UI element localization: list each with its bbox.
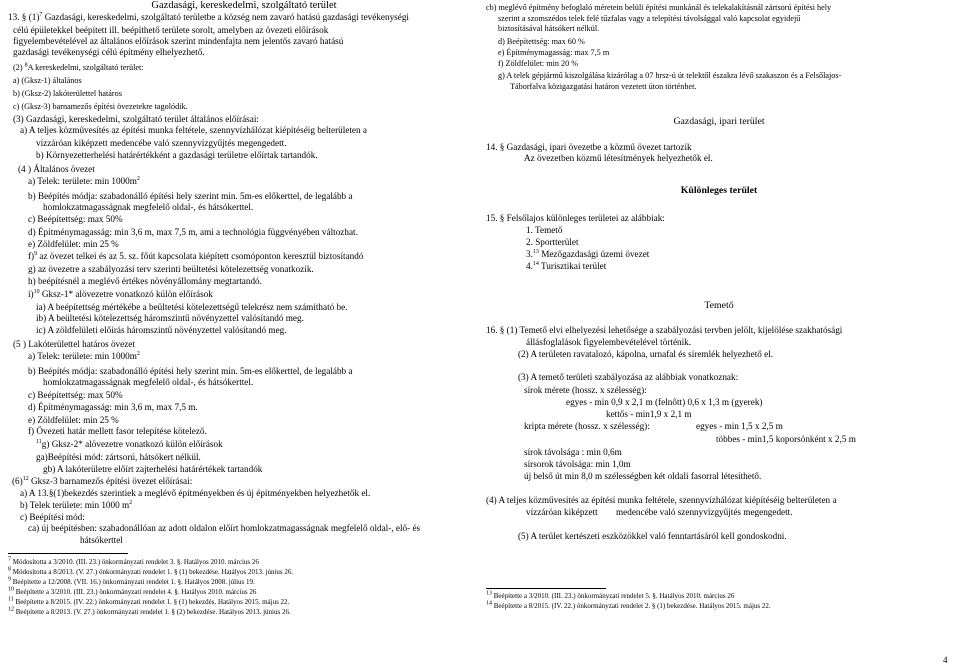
line-text: vízzáróan kiképzett medencébe való szennyvízgyűjtés megengedett.: [36, 138, 287, 148]
list-item: [526, 225, 562, 236]
body-line: [28, 402, 198, 413]
body-line: [13, 36, 343, 47]
body-line: vízzáróan kiképzett: [526, 507, 598, 517]
footnote-marker: 2: [136, 175, 140, 182]
footnote-marker: 12: [8, 606, 14, 613]
footnote-marker: 7: [39, 11, 43, 18]
footnote-marker: 9: [34, 250, 38, 257]
body-line: állásfoglalások figyelembevételével történik.: [526, 337, 692, 347]
footnote-rule: [486, 588, 606, 589]
item-number: 3.: [526, 249, 533, 259]
body-line: [20, 125, 367, 136]
line-text: A kereskedelmi, szolgáltató terület:: [27, 63, 144, 72]
body-line: [13, 88, 122, 99]
special-area-heading: Különleges terület: [680, 185, 758, 196]
footnote-text: Beépítette a 12/2008. (VII. 16.) önkormányzati rendelet 1. §. Hatályos 2008. július 19.: [11, 578, 255, 586]
footnote-marker: 7: [8, 556, 11, 563]
item-number: 1. Temető: [526, 225, 563, 235]
footnote-marker: 2: [129, 499, 133, 506]
line-text: ca) új beépítésben: szabadonállóan az adott oldalon előírt homlokzatmagasságnak megfelelő oldal-, elő- és: [28, 523, 421, 533]
body-line: [43, 377, 253, 388]
line-text: (4 ) Általános övezet: [18, 164, 95, 174]
line-text: ib) A beültetési kötelezettség háromszintű növényzettel valósítandó meg.: [36, 313, 304, 323]
line-text: a) Telek: területe: min 1000m: [28, 351, 137, 361]
body-line: szerint a szomszédos telek felé tűzfalas vagy a telepítési távolsággal való kapcsolat egyidejű: [498, 14, 801, 23]
body-line: [12, 476, 192, 487]
line-text: az övezet telkei és az 5. sz. főút kapcsolata kiépített csomóponton keresztül biztosítandó: [37, 251, 364, 261]
line-text: f) Övezeti határ mellett fasor telepítése kötelező.: [28, 426, 207, 436]
footnote-text: Módosította a 3/2010. (III. 23.) önkormányzati rendelet 3. §. Hatályos 2010. március 26: [11, 558, 259, 566]
line-text: ic) A zöldfelületi előírás háromszintű növényzettel valósítandó meg.: [36, 325, 287, 335]
body-line: [28, 191, 353, 202]
line-text: Gksz-1* alövezetre vonatkozó külön előírások: [39, 289, 213, 299]
body-line: (2) A területen ravatalozó, kápolna, urnafal és síremlék helyezhető el.: [518, 349, 774, 359]
running-header: Gazdasági, kereskedelmi, szolgáltató terület: [151, 0, 337, 11]
footnote-marker: 12: [22, 475, 29, 482]
body-line: [13, 25, 328, 36]
line-text: homlokzatmagasságnak megfelelő oldal-, és hátsókerttel.: [43, 202, 254, 212]
footnote-marker: 13: [486, 590, 492, 597]
footnote-text: Beépítette a 3/2010. (III. 23.) önkormányzati rendelet 5. §. Hatályos 2010. március 26: [492, 592, 735, 600]
body-line: [28, 390, 123, 401]
body-line: [13, 75, 82, 86]
body-line: [43, 202, 253, 213]
body-line: [28, 251, 363, 262]
body-line: [13, 114, 259, 125]
body-line: [43, 464, 262, 475]
list-item: [526, 261, 606, 272]
line-text: ia) A beépítettség mértékébe a beültetési kötelezettségű telekrész nem számítható be.: [36, 302, 348, 312]
body-line: [13, 62, 144, 73]
body-line: új belső út min 8,0 m szélességben két oldali fasorral létesíthető.: [524, 471, 762, 481]
item-number: 4.: [526, 261, 533, 271]
body-line: [28, 276, 262, 287]
body-line: Táborfalva közigazgatási határon vezetett úton történhet.: [510, 82, 697, 91]
body-line: [28, 415, 119, 426]
line-prefix: (2): [13, 63, 25, 72]
body-line: [36, 325, 287, 336]
body-line: [13, 47, 205, 58]
line-text: a) (Gksz-1) általános: [13, 76, 82, 85]
line-text: e) Zöldfelület: min 25 %: [28, 239, 119, 249]
footnote-text: Beépítette a 8/2015. (IV. 22.) önkormányzati rendelet 1. § (1) bekezdés. Hatályos 2015. május 22.: [13, 598, 290, 606]
body-line: [28, 523, 420, 534]
body-line: [36, 138, 287, 149]
body-line: egyes - min 0,9 x 2,1 m (felnőtt) 0,6 x 1,3 m (gyerek): [566, 397, 763, 407]
footnote-marker: 9: [8, 576, 11, 583]
item-label: Mezőgazdasági üzemi övezet: [538, 249, 650, 259]
line-text: (3) Gazdasági, kereskedelmi, szolgáltató terület általános előírásai:: [13, 114, 259, 124]
body-line: [20, 512, 85, 523]
footnote-marker: 10: [8, 586, 14, 593]
line-text: homlokzatmagasságnak megfelelő oldal-, és hátsókerttel.: [43, 377, 254, 387]
line-text: b) Beépítés módja: szabadonálló építési hely szerint min. 5m-es előkerttel, de legalább a: [28, 366, 353, 376]
body-line: [28, 176, 140, 187]
body-line: [20, 488, 370, 499]
line-text: c) Beépítettség: max 50%: [28, 214, 123, 224]
body-line: g) A telek gépjármű kiszolgálása kizárólag a 07 hrsz-ú út telektől északra lévő szakaszon és a Felsőlajos-: [498, 71, 842, 80]
list-item: [526, 237, 579, 248]
body-line: (4) A teljes közművesítés az építési munka feltétele, szennyvízhálózat kiépítéséig belterületen a: [486, 495, 837, 505]
footnote-marker: 13: [532, 248, 539, 255]
body-line: (3) A temető területi szabályozása az alábbiak vonatkoznak:: [518, 372, 739, 382]
line-prefix: f): [28, 251, 35, 261]
body-line: [28, 214, 123, 225]
footnote-marker: 2: [136, 350, 140, 357]
section-14-text: 14. § Gazdasági, ipari övezetbe a közmű övezet tartozik: [486, 142, 692, 152]
body-line: [36, 439, 223, 450]
body-line: 16. § (1) Temető elvi elhelyezési lehetősége a szabályozási tervben jelölt, kijelölése szakhatósági: [486, 325, 843, 335]
body-line: medencébe való szennyvízgyűjtés megengedett.: [616, 507, 793, 517]
body-line: [36, 150, 318, 161]
line-text: (5 ) Lakóterülettel határos övezet: [13, 339, 135, 349]
footnote-text: Beépítette a 8/2015. (IV. 22.) önkormányzati rendelet 2. § (1) bekezdése. Hatályos 2015. május 22.: [492, 602, 771, 610]
line-prefix: 13. § (1): [8, 12, 40, 22]
page-number: 4: [943, 655, 948, 665]
footnote-marker: 8: [24, 62, 28, 69]
footnote-text: Beépítette a 3/2010. (III. 23.) önkormányzati rendelet 4. §. Hatályos 2010. március 26: [14, 588, 257, 596]
footnote-marker: 14: [486, 600, 492, 607]
body-line: [8, 12, 409, 23]
body-line: kripta mérete (hossz. x szélesség):: [524, 421, 650, 431]
body-line: f) Zöldfelület: min 20 %: [498, 59, 579, 68]
item-number: 2. Sportterület: [526, 237, 579, 247]
body-line: egyes - min 1,5 x 2,5 m: [696, 421, 783, 431]
body-line: [28, 366, 353, 377]
body-line: d) Beépítettség: max 60 %: [498, 37, 585, 46]
body-line: [36, 302, 347, 313]
body-line: többes - min1,5 koporsónként x 2,5 m: [716, 434, 856, 444]
line-prefix: (6): [12, 476, 23, 486]
footnote: [8, 607, 291, 618]
footnote-text: Módosította a 8/2013. (V. 27.) önkormányzati rendelet 1. § (1) bekezdése. Hatályos 2013. június 26.: [11, 568, 294, 576]
line-text: a) Telek: területe: min 1000m: [28, 176, 137, 186]
body-line: [28, 289, 213, 300]
line-text: Gazdasági, kereskedelmi, szolgáltató területbe a község nem zavaró hatású gazdasági tevékenységi: [42, 12, 409, 22]
line-prefix: i): [28, 289, 34, 299]
body-line: [20, 500, 132, 511]
line-text: c) (Gksz-3) barnamezős építési övezetekre tagolódik.: [13, 102, 188, 111]
line-text: b) Környezetterhelési határértékként a gazdasági területre előírtak tartandók.: [36, 150, 318, 160]
body-line: sírsorok távolsága: min 1,0m: [524, 459, 631, 469]
line-text: d) Építménymagasság: min 3,6 m, max 7,5 m.: [28, 402, 198, 412]
line-text: b) Telek területe: min 1000 m: [20, 500, 130, 510]
body-line: [36, 452, 201, 463]
body-line: sírok mérete (hossz. x szélesség):: [524, 385, 647, 395]
line-text: b) (Gksz-2) lakóterülettel határos: [13, 89, 122, 98]
body-line: [13, 101, 188, 112]
line-text: ga)Beépítési mód: zártsorú, hátsókert nélkül.: [36, 452, 201, 462]
body-line: e) Építménymagasság: max 7,5 m: [498, 48, 610, 57]
line-text: d) Építménymagasság: min 3,6 m, max 7,5 m, ami a technológia függvényében változhat.: [28, 227, 358, 237]
line-text: c) Beépítési mód:: [20, 512, 85, 522]
footnote-text: Beépítette a 8/2013. (V. 27.) önkormányzati rendelet 1. § (2) bekezdése. Hatályos 2013. június 26.: [14, 608, 291, 616]
line-text: g) Gksz-2* alövezetre vonatkozó külön előírások: [41, 439, 223, 449]
line-text: gazdasági tevékenységi célú építmény elhelyezhető.: [13, 47, 205, 57]
line-text: Gksz-3 barnamezős építési övezet előírásai:: [28, 476, 193, 486]
body-line: [18, 164, 95, 175]
body-line: [36, 313, 304, 324]
list-item: [526, 249, 649, 260]
body-line: [80, 535, 123, 546]
footnote-marker: 8: [8, 566, 11, 573]
body-line: sírok távolsága : min 0,6m: [524, 447, 622, 457]
footnote: [486, 601, 771, 612]
body-line: [28, 426, 207, 437]
body-line: biztosításával hátsókert nélkül.: [498, 24, 600, 33]
line-text: h) beépítésnél a meglévő értékes növényállomány megtartandó.: [28, 276, 262, 286]
line-text: figyelembevételével az általános előírások szerint mindenfajta nem jelentős zavaró hatású: [13, 36, 344, 46]
line-text: a) A 13.§(1)bekezdés szerintiek a meglévő építményekben és új építményekben helyezhetők el.: [20, 488, 371, 498]
line-text: c) Beépítettség: max 50%: [28, 390, 123, 400]
body-line: [28, 351, 140, 362]
body-line: [28, 264, 314, 275]
line-text: e) Zöldfelület: min 25 %: [28, 415, 119, 425]
body-line: [28, 227, 358, 238]
footnote-marker: 14: [532, 260, 539, 267]
body-line: (5) A terület kertészeti eszközökkel való fenntartásáról kell gondoskodni.: [518, 531, 787, 541]
body-line: cb) meglévő építmény befoglaló méretein belüli építési munkánál és telekalakításnál zártsorú építési hely: [486, 3, 832, 12]
body-line: kettős - min1,9 x 2,1 m: [606, 409, 692, 419]
item-label: Turisztikai terület: [538, 261, 607, 271]
footnote-marker: 11: [8, 596, 14, 603]
footnote-marker: 11: [36, 438, 42, 445]
section-15-text: 15. § Felsőlajos különleges területei az alábbiak:: [486, 213, 665, 223]
line-text: g) az övezetre a szabályozási terv szerinti beültetési kötelezettség vonatkozik.: [28, 264, 314, 274]
section-14-text-2: Az övezetben közmű létesítmények helyezhetők el.: [524, 153, 713, 163]
line-text: célú épületekkel beépített ill. beépíthető területe sorolt, amelyben az övezeti előírások: [13, 25, 329, 35]
footnote-marker: 10: [33, 288, 40, 295]
body-line: [28, 239, 119, 250]
industrial-area-heading: Gazdasági, ipari terület: [673, 116, 765, 127]
line-text: hátsókerttel: [80, 535, 123, 545]
body-line: [13, 339, 135, 350]
cemetery-heading: Temető: [704, 300, 734, 311]
line-text: gb) A lakóterületre előírt zajterhelési határértékek tartandók: [43, 464, 263, 474]
line-text: b) Beépítés módja: szabadonálló építési hely szerint min. 5m-es előkerttel, de legalább a: [28, 191, 353, 201]
line-text: a) A teljes közművesítés az építési munka feltétele, szennyvízhálózat kiépítéséig belterületen a: [20, 125, 367, 135]
footnote-rule: [8, 553, 128, 554]
